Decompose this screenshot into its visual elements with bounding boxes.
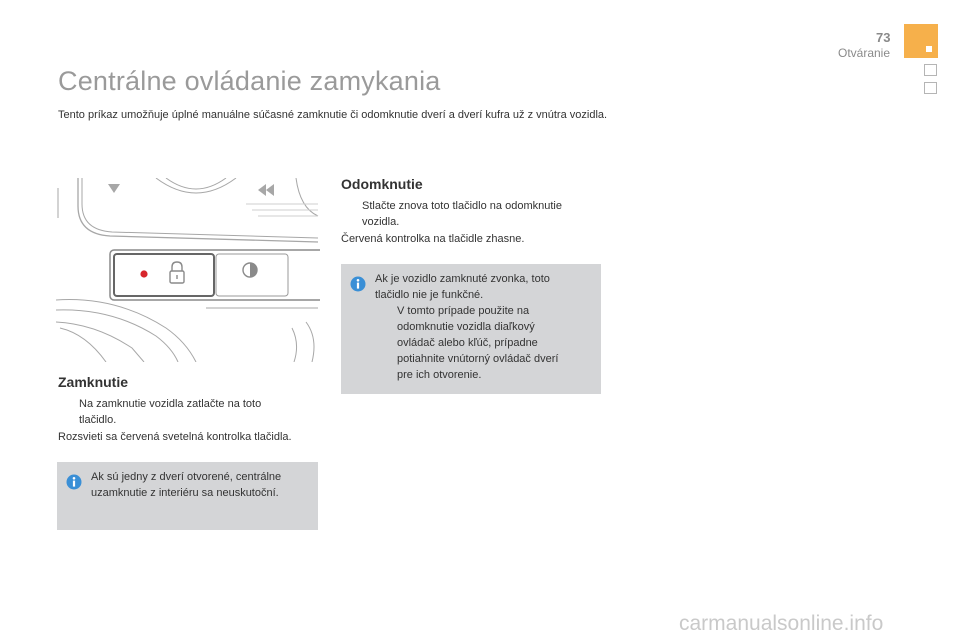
unlock-info-box bbox=[341, 264, 601, 394]
unlock-info-sub-line-3: ovládač alebo kľúč, prípadne bbox=[397, 337, 538, 349]
unlock-info-sub-line-5: pre ich otvorenie. bbox=[397, 369, 482, 381]
watermark: carmanualsonline.info bbox=[679, 612, 884, 635]
red-indicator-icon bbox=[140, 270, 147, 277]
chapter-tab-active[interactable] bbox=[904, 24, 938, 58]
chapter-tab-3[interactable] bbox=[924, 82, 937, 94]
unlock-note: Červená kontrolka na tlačidle zhasne. bbox=[341, 233, 525, 245]
lock-bullet-line-2: tlačidlo. bbox=[79, 414, 117, 426]
unlock-info-line-1: Ak je vozidlo zamknuté zvonka, toto bbox=[375, 273, 550, 285]
unlock-info-sub-line-2: odomknutie vozidla diaľkový bbox=[397, 321, 535, 333]
page-number: 73 bbox=[876, 30, 891, 45]
intro-paragraph: Tento príkaz umožňuje úplné manuálne súčasné zamknutie či odomknutie dverí a dverí kufra už z vnútra vozidla. bbox=[58, 109, 608, 121]
unlock-bullet bbox=[342, 198, 602, 230]
unlock-info-sub-line-4: potiahnite vnútorný ovládač dverí bbox=[397, 353, 559, 365]
lock-note: Rozsvieti sa červená svetelná kontrolka tlačidla. bbox=[58, 431, 292, 443]
lock-info-line-1: Ak sú jedny z dverí otvorené, centrálne bbox=[91, 471, 282, 483]
unlock-bullet-line-1: Stlačte znova toto tlačidlo na odomknutie bbox=[362, 200, 562, 212]
unlock-info-line-2: tlačidlo nie je funkčné. bbox=[375, 289, 484, 301]
lock-info-box bbox=[57, 462, 318, 530]
dashboard-illustration bbox=[56, 178, 320, 362]
info-icon bbox=[350, 276, 366, 292]
lock-bullet-line-1: Na zamknutie vozidla zatlačte na toto bbox=[79, 398, 262, 410]
lock-bullet bbox=[59, 396, 319, 428]
section-label: Otváranie bbox=[838, 46, 891, 60]
tab-dot-icon bbox=[926, 46, 932, 52]
lock-info-line-2: uzamknutie z interiéru sa neuskutoční. bbox=[91, 487, 279, 499]
lock-heading: Zamknutie bbox=[58, 374, 129, 390]
unlock-bullet-line-2: vozidla. bbox=[362, 216, 400, 228]
unlock-info-sub bbox=[377, 303, 597, 387]
unlock-info-sub-line-1: V tomto prípade použite na bbox=[397, 305, 530, 317]
unlock-heading: Odomknutie bbox=[341, 176, 423, 192]
page-title: Centrálne ovládanie zamykania bbox=[58, 66, 441, 96]
info-icon bbox=[66, 474, 82, 490]
chapter-tab-2[interactable] bbox=[924, 64, 937, 76]
